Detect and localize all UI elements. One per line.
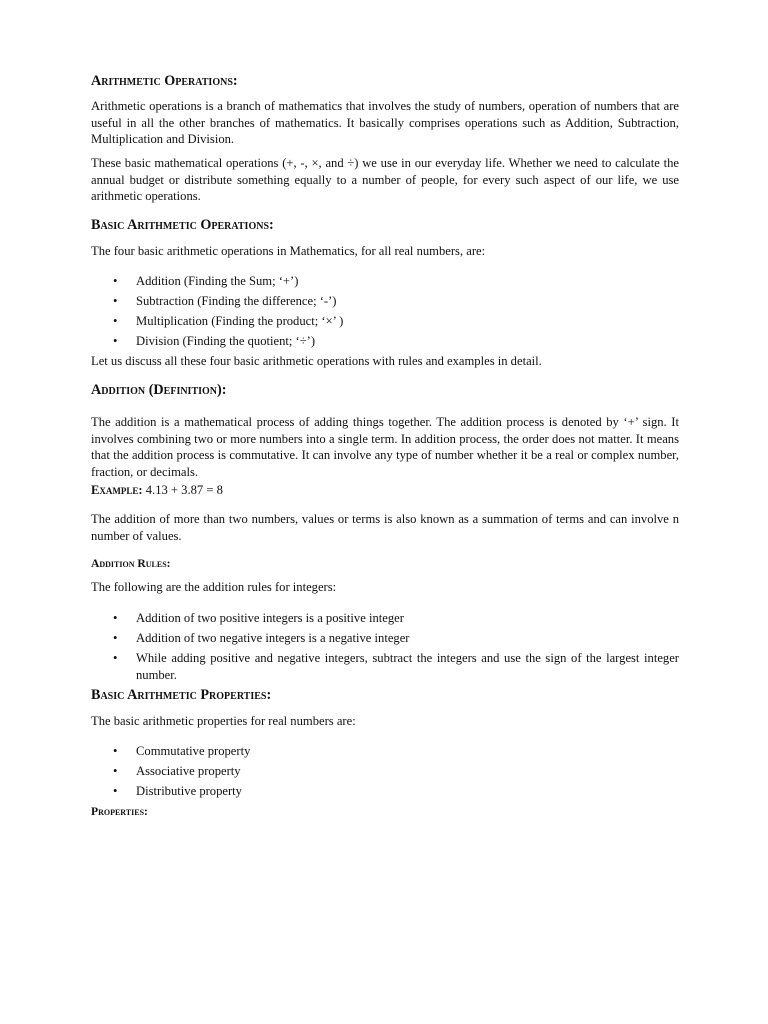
paragraph-four-operations: The four basic arithmetic operations in Mathematics, for all real numbers, are: (91, 244, 486, 258)
heading-basic-arithmetic-properties: Basic Arithmetic Properties: (91, 687, 272, 703)
paragraph-addition: The addition is a mathematical process of adding things together. The addition process is denoted by ‘+’ sign. It involves combining two or more numbers into a single term. In addition process, the order does not matter. It means that the addition process is commutative. It can involve any type of number whether it be a real or complex number, fraction, or decimals. (91, 415, 679, 479)
list-item-text: Subtraction (Finding the difference; ‘-’) (136, 294, 337, 308)
list-item-text: Commutative property (136, 744, 251, 758)
bullet-icon: • (113, 314, 118, 328)
paragraph-rules-intro: The following are the addition rules for integers: (91, 580, 337, 594)
list-item-text: Division (Finding the quotient; ‘÷’) (136, 334, 316, 348)
bullet-icon: • (113, 334, 118, 348)
list-item-text: Addition of two negative integers is a negative integer (136, 631, 410, 645)
list-item-text: Multiplication (Finding the product; ‘×’ ) (136, 314, 344, 328)
list-item (91, 293, 679, 310)
list-item-text: Distributive property (136, 784, 242, 798)
bullet-icon: • (113, 274, 118, 288)
list-item (91, 743, 679, 760)
list-item (91, 273, 679, 290)
heading-addition-rules: Addition Rules: (91, 557, 171, 570)
bullet-icon: • (113, 294, 118, 308)
list-item-text: Addition (Finding the Sum; ‘+’) (136, 274, 299, 288)
bullet-icon: • (113, 651, 118, 665)
list-item-text: Addition of two positive integers is a positive integer (136, 611, 404, 625)
list-item-text: While adding positive and negative integers, subtract the integers and use the sign of the largest integer number. (136, 651, 679, 682)
heading-addition-definition: Addition (Definition): (91, 382, 227, 398)
heading-arithmetic-operations: Arithmetic Operations: (91, 73, 238, 89)
heading-basic-arithmetic-operations: Basic Arithmetic Operations: (91, 217, 274, 233)
bullet-icon: • (113, 744, 118, 758)
bullet-icon: • (113, 631, 118, 645)
list-item (91, 783, 679, 800)
example-text: 4.13 + 3.87 = 8 (142, 483, 223, 497)
list-item (91, 630, 679, 647)
list-item (91, 650, 679, 683)
heading-properties: Properties: (91, 805, 148, 818)
bullet-icon: • (113, 784, 118, 798)
list-item-text: Associative property (136, 764, 241, 778)
example-line (91, 482, 679, 499)
list-item (91, 610, 679, 627)
bullet-icon: • (113, 764, 118, 778)
list-item (91, 763, 679, 780)
paragraph-intro: Arithmetic operations is a branch of mathematics that involves the study of numbers, operation of numbers that are useful in all the other branches of mathematics. It basically comprises operations such as Addition, Subtraction, Multiplication and Division. (91, 99, 679, 147)
list-item (91, 333, 679, 350)
paragraph-summation: The addition of more than two numbers, values or terms is also known as a summation of terms and can involve n number of values. (91, 512, 679, 543)
paragraph-discuss: Let us discuss all these four basic arithmetic operations with rules and examples in detail. (91, 354, 542, 368)
paragraph-properties-intro: The basic arithmetic properties for real numbers are: (91, 714, 356, 728)
paragraph-everyday: These basic mathematical operations (+, -, ×, and ÷) we use in our everyday life. Whether we need to calculate the annual budget or distribute something equally to a number of people, for every such aspect of our life, we use arithmetic operations. (91, 156, 679, 204)
example-label: Example: (91, 483, 143, 497)
list-item (91, 313, 679, 330)
bullet-icon: • (113, 611, 118, 625)
